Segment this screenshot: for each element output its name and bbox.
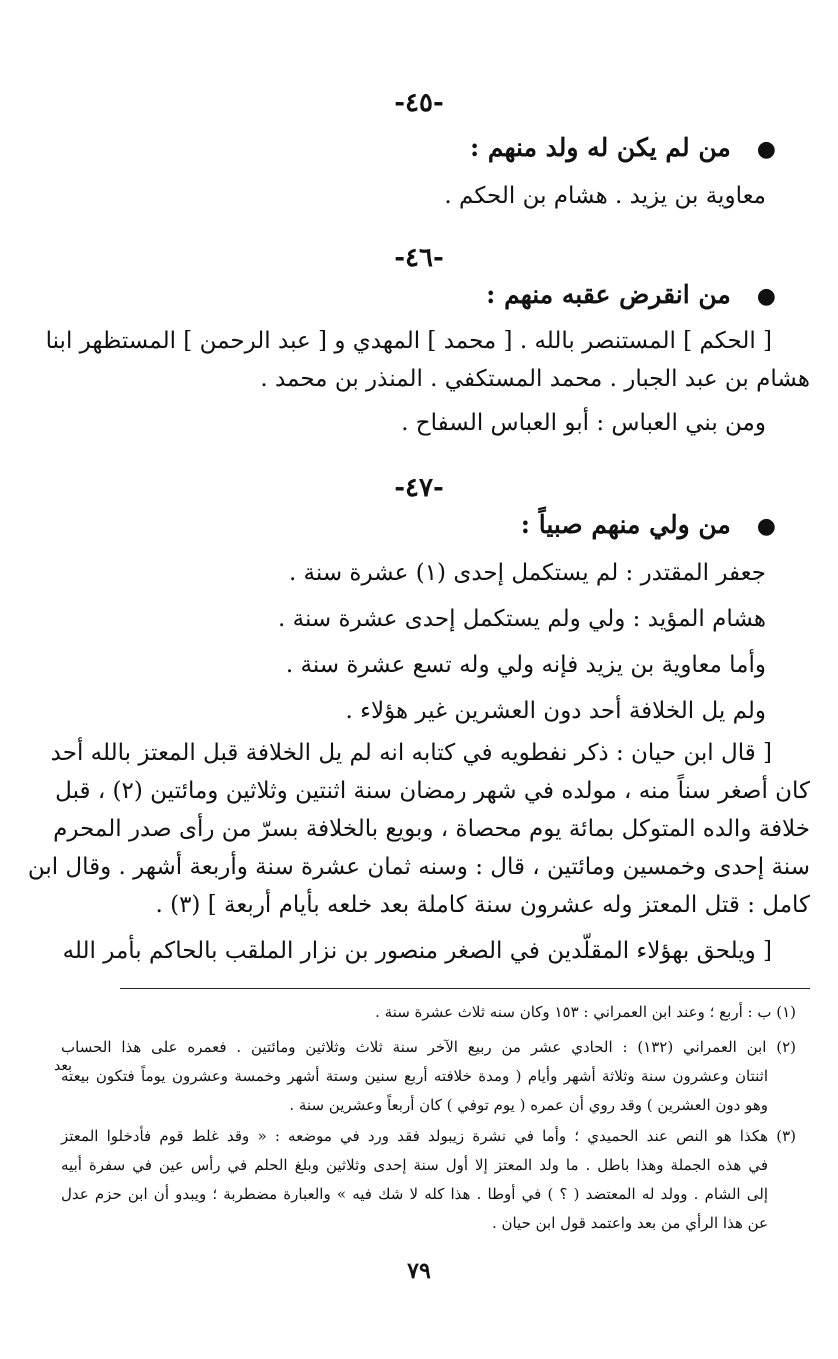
footnote-line: إلى الشام . وولد له المعتضد ( ؟ ) في أوطا . هذا كله لا شك فيه » والعبارة مضطربة ؛ ويبدو أن ابن حزم عدل xyxy=(61,1185,768,1203)
paragraph-line: سنة إحدى وخمسين ومائتين ، قال : وسنه ثمان عشرة سنة وأربعة أشهر . وقال ابن xyxy=(27,854,810,880)
bullet-icon: ● xyxy=(756,513,776,539)
text-line: معاوية بن يزيد . هشام بن الحكم . xyxy=(444,183,766,209)
bullet-icon: ● xyxy=(756,283,776,309)
margin-note: بعد xyxy=(54,1058,72,1074)
text-line: ولم يل الخلافة أحد دون العشرين غير هؤلاء . xyxy=(345,698,766,724)
page-number: ٧٩ xyxy=(407,1258,431,1284)
paragraph-line: [ قال ابن حيان : ذكر نفطويه في كتابه انه لم يل الخلافة قبل المعتز بالله أحد xyxy=(50,740,772,766)
section-number: -٤٦- xyxy=(394,243,444,273)
section-heading xyxy=(56,280,776,310)
section-heading xyxy=(56,133,776,163)
footnote-divider xyxy=(120,988,810,989)
text-line: جعفر المقتدر : لم يستكمل إحدى (١) عشرة سنة . xyxy=(288,560,766,586)
text-line: [ الحكم ] المستنصر بالله . [ محمد ] المهدي و [ عبد الرحمن ] المستظهر ابنا xyxy=(45,328,772,354)
text-line: ومن بني العباس : أبو العباس السفاح . xyxy=(401,410,766,436)
section-heading-text: من لم يكن له ولد منهم : xyxy=(469,133,731,162)
paragraph-line: كان أصغر سناً منه ، مولده في شهر رمضان سنة اثنتين وثلاثين ومائتين (٢) ، قبل xyxy=(55,778,810,804)
footnote-line: عن هذا الرأي من بعد واعتمد قول ابن حيان . xyxy=(491,1214,768,1232)
footnote-line: (٣) هكذا هو النص عند الحميدي ؛ وأما في نشرة زيبولد فقد ورد في موضعه : « وقد غلط قوم فأدخلوا المعتز xyxy=(61,1127,796,1145)
paragraph-line: كامل : قتل المعتز وله عشرون سنة كاملة بعد خلعه بأيام أربعة ] (٣) . xyxy=(155,892,810,918)
section-number: -٤٥- xyxy=(394,88,444,118)
text-line: هشام بن عبد الجبار . محمد المستكفي . المنذر بن محمد . xyxy=(260,366,810,392)
footnote-line: (٢) ابن العمراني (١٣٢) : الحادي عشر من ربيع الآخر سنة ثلاث وثلاثين ومائتين . فعمره على هذا الحساب xyxy=(61,1038,796,1056)
footnote-line: وهو دون العشرين ) وقد روي أن عمره ( يوم توفي ) كان أربعاً وعشرين سنة . xyxy=(289,1096,768,1114)
footnote-line: في هذه الجملة وهذا باطل . ما ولد المعتز إلا أول سنة إحدى وثلاثين وبلغ الحلم في رأس عين في سفرة أبيه xyxy=(61,1156,768,1174)
paragraph-line: [ ويلحق بهؤلاء المقلّدين في الصغر منصور بن نزار الملقب بالحاكم بأمر الله xyxy=(62,938,772,964)
section-heading xyxy=(56,510,776,540)
bullet-icon: ● xyxy=(756,136,776,162)
section-heading-text: من ولي منهم صبياً : xyxy=(520,510,731,539)
text-line: وأما معاوية بن يزيد فإنه ولي وله تسع عشرة سنة . xyxy=(285,652,766,678)
footnote-line: (١) ب : أربع ؛ وعند ابن العمراني : ١٥٣ وكان سنه ثلاث عشرة سنة . xyxy=(375,1003,796,1021)
section-number: -٤٧- xyxy=(394,473,444,503)
section-heading-text: من انقرض عقبه منهم : xyxy=(486,280,731,309)
paragraph-line: خلافة والده المتوكل بمائة يوم محصاة ، وبويع بالخلافة بسرّ من رأى صدر المحرم xyxy=(53,816,810,842)
text-line: هشام المؤيد : ولي ولم يستكمل إحدى عشرة سنة . xyxy=(278,606,766,632)
footnote-line: اثنتان وعشرون سنة وثلاثة أشهر وأيام ( ومدة خلافته أربع سنين وستة أشهر وخمسة وعشرون يوماً فتكون بيعته xyxy=(61,1067,768,1085)
